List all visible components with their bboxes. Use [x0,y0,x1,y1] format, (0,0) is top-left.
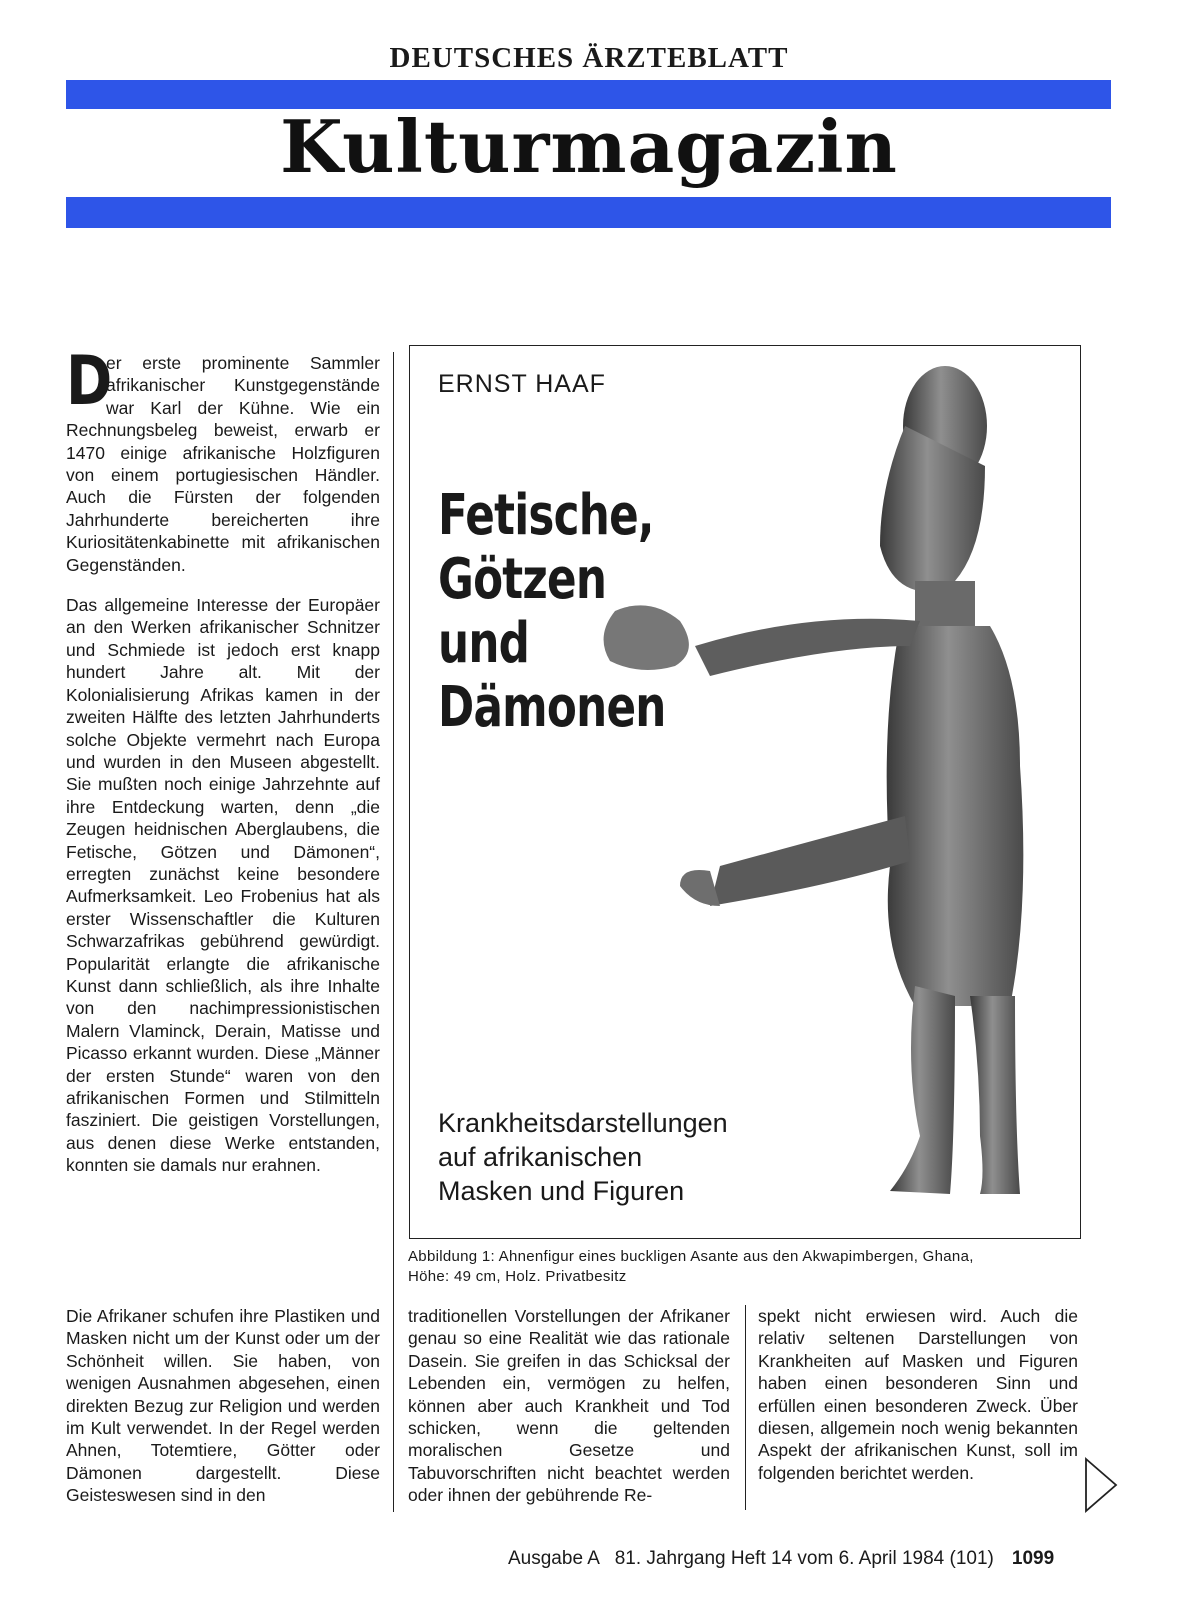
article-column-1-top [66,342,380,1177]
figure-box [409,345,1081,1239]
title-line: Fetische, [438,483,654,548]
subtitle-line: Masken und Figuren [438,1176,685,1206]
subtitle-line: auf afrikanischen [438,1142,643,1172]
page-number: 1099 [1011,1548,1055,1569]
paragraph-2: Das allgemeine Interesse der Europäer an den Werken afrikanischer Schnitzer und Schmiede ist jedoch erst knapp hundert Jahre alt. Mit der Kolonialisierung Afrikas kamen in der zweiten Hälfte des letzten Jahrhunderts solche Objekte vermehrt nach Europa und wurden in den Museen abgestellt. Sie mußten noch einige Jahrzehnte auf ihre Entdeckung warten, denn „die Zeugen heidnischen Aberglaubens, die Fetische, Götzen und Dämonen“, erregten zunächst keine besondere Aufmerksamkeit. Leo Frobenius hat als erster Wissenschaftler die Kulturen Schwarzafrikas gebührend gewürdigt. Popularität erlangte die afrikanische Kunst dann schließlich, als ihre Inhalte von den nachimpressionistischen Malern Vlaminck, Derain, Matisse und Picasso erkannt wurden. Diese „Männer der ersten Stunde“ waren von den afrikanischen Formen und Stilmitteln fasziniert. Die geistigen Vorstellungen, aus denen diese Werke entstanden, konnten sie damals nur erahnen. [66,595,380,1176]
caption-line: Höhe: 49 cm, Holz. Privatbesitz [408,1268,627,1285]
author-name: ERNST HAAF [438,370,606,398]
article-column-2 [408,1305,730,1507]
masthead: DEUTSCHES ÄRZTEBLATT [389,42,789,74]
article-column-1-bottom [66,1305,380,1507]
paragraph-5: spekt nicht erwiesen wird. Auch die relativ seltenen Darstellungen von Krankheiten auf Masken und Figuren haben einen besonderen Sinn und erfüllen einen besonderen Zweck. Über diesen, allgemein noch wenig bekannten Aspekt der afrikanischen Kunst, soll im folgenden berichtet werden. [758,1306,1078,1483]
column-divider-1 [393,352,394,1512]
paragraph-3: Die Afrikaner schufen ihre Plastiken und Masken nicht um der Kunst oder um der Schönheit willen. Sie haben, von wenigen Ausnahmen abgesehen, einen direkten Bezug zur Religion und werden im Kult verwendet. In der Regel werden Ahnen, Totemtiere, Götter oder Dämonen dargestellt. Diese Geisteswesen sind in den [66,1306,380,1506]
figure-caption [408,1247,1078,1287]
title-line: Götzen [438,547,607,612]
issue-info: Ausgabe A 81. Jahrgang Heft 14 vom 6. April 1984 (101) [508,1548,994,1569]
continue-arrow-icon [1084,1457,1118,1513]
section-title: Kulturmagazin [280,104,898,189]
ancestor-figure-photo [410,346,1080,1238]
column-divider-2 [745,1305,746,1510]
subtitle-line: Krankheitsdarstellungen [438,1108,728,1138]
paragraph-1 [66,342,380,576]
bottom-blue-bar [66,197,1111,228]
paragraph-1-text: er erste prominente Sammler afrikanischer Kunstgegenstände war Karl der Kühne. Wie ein Rechnungsbeleg beweist, erwarb er 1470 einige afrikanische Holzfiguren von einem portugiesischen Händler. Auch die Fürsten der folgenden Jahrhunderte bereicherten ihre Kuriositätenkabinette mit afrikanischen Gegenständen. [66,353,380,575]
title-line: Dämonen [438,675,666,740]
article-column-3 [758,1305,1078,1484]
paragraph-4: traditionellen Vorstellungen der Afrikaner genau so eine Realität wie das rationale Dasein. Sie greifen in das Schicksal der Lebenden ein, vermögen zu helfen, können aber auch Krankheit und Tod schicken, wenn die geltenden moralischen Gesetze und Tabuvorschriften nicht beachtet werden oder ihnen der gebührende Re- [408,1306,730,1506]
footer [508,1548,1054,1570]
caption-line: Abbildung 1: Ahnenfigur eines buckligen Asante aus den Akwapimbergen, Ghana, [408,1248,974,1265]
article-title [438,484,666,740]
drop-cap: D [66,342,113,421]
article-subtitle [438,1106,728,1208]
title-line: und [438,611,530,676]
